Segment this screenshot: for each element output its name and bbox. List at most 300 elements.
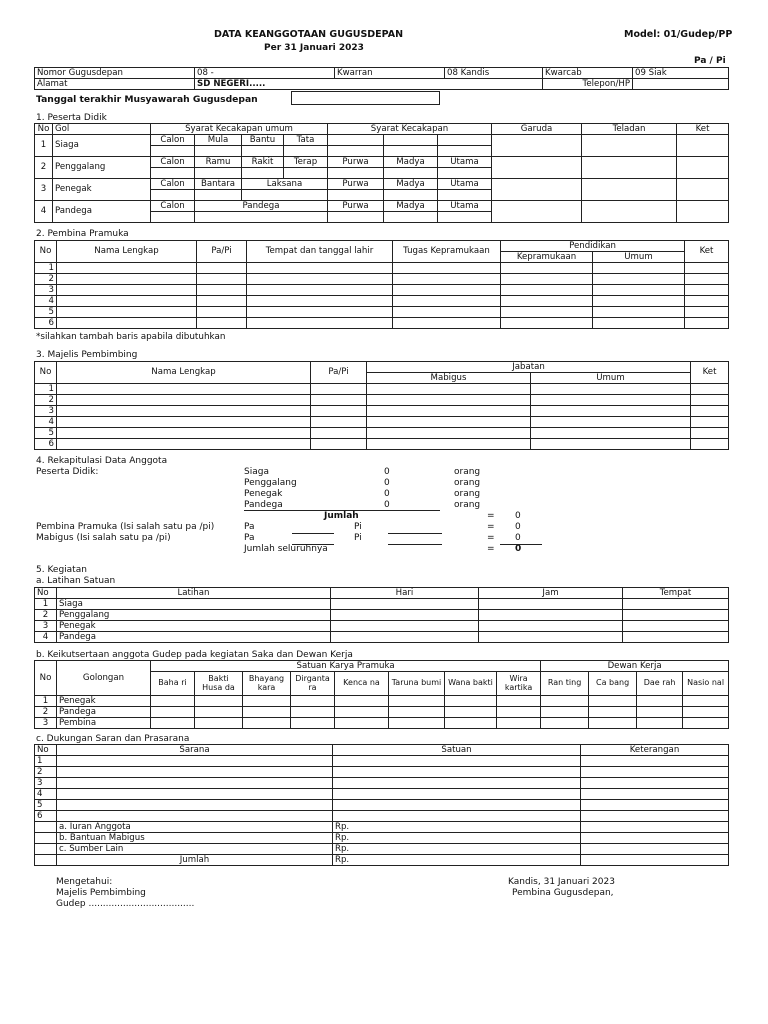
c-cell[interactable] bbox=[333, 800, 581, 811]
kwarran-value: 08 Kandis bbox=[445, 68, 543, 79]
s2-cell[interactable] bbox=[393, 307, 501, 318]
s3-cell[interactable] bbox=[311, 428, 367, 439]
b-cell[interactable] bbox=[195, 718, 243, 729]
s2-cell[interactable] bbox=[501, 296, 593, 307]
s2-cell[interactable] bbox=[57, 274, 197, 285]
b-cell[interactable] bbox=[291, 707, 335, 718]
s1-count-cell[interactable] bbox=[328, 190, 384, 201]
s2-h-papi: Pa/Pi bbox=[197, 241, 247, 263]
s2-cell[interactable] bbox=[593, 285, 685, 296]
s1-level-label: Purwa bbox=[328, 201, 384, 212]
s2-cell[interactable] bbox=[685, 318, 729, 329]
recap-item-name: Siaga bbox=[244, 467, 269, 477]
latihan-row-name: Penggalang bbox=[57, 610, 331, 621]
b-row-no: 3 bbox=[35, 718, 57, 729]
s1-count-cell[interactable] bbox=[384, 190, 438, 201]
s2-cell[interactable] bbox=[197, 263, 247, 274]
b-cell[interactable] bbox=[637, 696, 683, 707]
s3-h-ket: Ket bbox=[691, 362, 729, 384]
peserta-didik-table bbox=[34, 123, 729, 223]
s2-cell[interactable] bbox=[393, 263, 501, 274]
s1-count-cell[interactable] bbox=[195, 190, 242, 201]
s2-cell[interactable] bbox=[197, 285, 247, 296]
s1-count-cell[interactable] bbox=[284, 146, 328, 157]
keikutsertaan-table bbox=[34, 660, 729, 729]
b-cell[interactable] bbox=[497, 696, 541, 707]
s3-cell[interactable] bbox=[531, 406, 691, 417]
b-cell[interactable] bbox=[637, 707, 683, 718]
fund-label: b. Bantuan Mabigus bbox=[57, 833, 333, 844]
fund-label: c. Sumber Lain bbox=[57, 844, 333, 855]
s1-count-cell[interactable] bbox=[151, 146, 195, 157]
latihan-table bbox=[34, 587, 729, 643]
c-cell[interactable] bbox=[333, 767, 581, 778]
s1-h-teladan: Teladan bbox=[582, 124, 677, 135]
s1-ket-cell[interactable] bbox=[677, 179, 729, 201]
b-cell[interactable] bbox=[291, 696, 335, 707]
latihan-cell[interactable] bbox=[479, 621, 623, 632]
s2-cell[interactable] bbox=[57, 318, 197, 329]
s1-count-cell[interactable] bbox=[151, 212, 195, 223]
recap-item-name: Penggalang bbox=[244, 478, 297, 488]
s3-cell[interactable] bbox=[367, 384, 531, 395]
b-cell[interactable] bbox=[589, 707, 637, 718]
s2-cell[interactable] bbox=[501, 274, 593, 285]
latihan-row-no: 1 bbox=[35, 599, 57, 610]
b-cell[interactable] bbox=[445, 696, 497, 707]
b-row-name: Pembina bbox=[57, 718, 151, 729]
s1-level-label: Terap bbox=[284, 157, 328, 168]
c-cell[interactable] bbox=[57, 789, 333, 800]
saka-header: Dirganta ra bbox=[291, 672, 335, 696]
b-cell[interactable] bbox=[589, 696, 637, 707]
s2-h-tugas: Tugas Kepramukaan bbox=[393, 241, 501, 263]
s2-cell[interactable] bbox=[247, 263, 393, 274]
c-cell[interactable] bbox=[581, 767, 729, 778]
s2-row-no: 5 bbox=[35, 307, 57, 318]
s1-count-cell[interactable] bbox=[151, 168, 195, 179]
s3-cell[interactable] bbox=[311, 395, 367, 406]
s2-cell[interactable] bbox=[393, 296, 501, 307]
b-cell[interactable] bbox=[683, 718, 729, 729]
s2-cell[interactable] bbox=[501, 307, 593, 318]
kwarcab-label: Kwarcab bbox=[543, 68, 633, 79]
dewan-header: Nasio nal bbox=[683, 672, 729, 696]
s2-h-ket: Ket bbox=[685, 241, 729, 263]
c-cell[interactable] bbox=[333, 789, 581, 800]
saka-header: Wira kartika bbox=[497, 672, 541, 696]
s3-cell[interactable] bbox=[691, 428, 729, 439]
s1-teladan-cell[interactable] bbox=[582, 157, 677, 179]
s2-cell[interactable] bbox=[593, 274, 685, 285]
latihan-row-no: 3 bbox=[35, 621, 57, 632]
s3-cell[interactable] bbox=[311, 417, 367, 428]
c-cell[interactable] bbox=[581, 778, 729, 789]
s3-row-no: 4 bbox=[35, 417, 57, 428]
b-h-no: No bbox=[35, 661, 57, 696]
s1-count-cell[interactable] bbox=[384, 168, 438, 179]
s3-cell[interactable] bbox=[367, 395, 531, 406]
s1-ket-cell[interactable] bbox=[677, 157, 729, 179]
s3-cell[interactable] bbox=[57, 406, 311, 417]
telepon-value[interactable] bbox=[633, 79, 729, 90]
footer-mengetahui: Mengetahui: bbox=[56, 877, 113, 887]
s2-h-pendidikan: Pendidikan bbox=[501, 241, 685, 252]
s3-h-papi: Pa/Pi bbox=[311, 362, 367, 384]
s1-level-label: Pandega bbox=[195, 201, 328, 212]
latihan-h-no: No bbox=[35, 588, 57, 599]
b-cell[interactable] bbox=[683, 707, 729, 718]
s2-cell[interactable] bbox=[593, 296, 685, 307]
section-3-title: 3. Majelis Pembimbing bbox=[36, 350, 138, 360]
b-cell[interactable] bbox=[243, 718, 291, 729]
b-cell[interactable] bbox=[335, 696, 389, 707]
b-cell[interactable] bbox=[151, 718, 195, 729]
s3-cell[interactable] bbox=[691, 384, 729, 395]
s3-row-no: 2 bbox=[35, 395, 57, 406]
s1-level-label: Utama bbox=[438, 179, 492, 190]
s2-h-umum: Umum bbox=[593, 252, 685, 263]
s1-level-label: Laksana bbox=[242, 179, 328, 190]
latihan-row-name: Pandega bbox=[57, 632, 331, 643]
s3-h-jabatan: Jabatan bbox=[367, 362, 691, 373]
s1-garuda-cell[interactable] bbox=[492, 157, 582, 179]
s3-cell[interactable] bbox=[691, 417, 729, 428]
c-row-no: 5 bbox=[35, 800, 57, 811]
c-cell[interactable] bbox=[581, 811, 729, 822]
saka-header: Wana bakti bbox=[445, 672, 497, 696]
s1-row-no: 3 bbox=[35, 179, 53, 201]
s1-h-garuda: Garuda bbox=[492, 124, 582, 135]
s1-count-cell[interactable] bbox=[284, 168, 328, 179]
b-cell[interactable] bbox=[195, 707, 243, 718]
b-cell[interactable] bbox=[541, 718, 589, 729]
c-cell[interactable] bbox=[57, 811, 333, 822]
s2-cell[interactable] bbox=[393, 285, 501, 296]
b-row-no: 2 bbox=[35, 707, 57, 718]
s2-cell[interactable] bbox=[247, 274, 393, 285]
s1-count-cell[interactable] bbox=[242, 146, 284, 157]
recap-item-value: 0 bbox=[384, 489, 390, 499]
s1-h-gol: Gol bbox=[53, 124, 151, 135]
s1-level-label: Calon bbox=[151, 179, 195, 190]
fund-jumlah-rp[interactable]: Rp. bbox=[333, 855, 581, 866]
s2-cell[interactable] bbox=[593, 318, 685, 329]
s3-cell[interactable] bbox=[367, 439, 531, 450]
latihan-cell[interactable] bbox=[331, 621, 479, 632]
b-cell[interactable] bbox=[151, 696, 195, 707]
b-cell[interactable] bbox=[541, 707, 589, 718]
mabigus-pi-field[interactable] bbox=[388, 544, 442, 545]
s1-garuda-cell[interactable] bbox=[492, 201, 582, 223]
alamat-value: SD NEGERI..... bbox=[195, 79, 543, 90]
mabigus-recap-label: Mabigus (Isi salah satu pa /pi) bbox=[36, 533, 171, 543]
s2-h-no: No bbox=[35, 241, 57, 263]
page-title: DATA KEANGGOTAAN GUGUSDEPAN bbox=[214, 29, 404, 40]
s3-cell[interactable] bbox=[367, 428, 531, 439]
s1-level-label: Madya bbox=[384, 201, 438, 212]
latihan-cell[interactable] bbox=[623, 621, 729, 632]
c-cell[interactable] bbox=[581, 756, 729, 767]
s3-cell[interactable] bbox=[57, 417, 311, 428]
s2-cell[interactable] bbox=[501, 285, 593, 296]
s2-cell[interactable] bbox=[247, 296, 393, 307]
s1-level-label: Madya bbox=[384, 179, 438, 190]
s1-count-cell[interactable] bbox=[438, 168, 492, 179]
saka-header: Baha ri bbox=[151, 672, 195, 696]
s3-row-no: 5 bbox=[35, 428, 57, 439]
latihan-cell[interactable] bbox=[623, 599, 729, 610]
latihan-row-name: Penegak bbox=[57, 621, 331, 632]
seluruh-value: 0 bbox=[515, 544, 522, 554]
s2-cell[interactable] bbox=[57, 285, 197, 296]
s2-cell[interactable] bbox=[247, 285, 393, 296]
b-cell[interactable] bbox=[541, 696, 589, 707]
s3-cell[interactable] bbox=[311, 406, 367, 417]
c-cell[interactable] bbox=[333, 778, 581, 789]
latihan-h-latihan: Latihan bbox=[57, 588, 331, 599]
b-cell[interactable] bbox=[389, 696, 445, 707]
c-cell[interactable] bbox=[57, 778, 333, 789]
fund-rp[interactable]: Rp. bbox=[333, 833, 581, 844]
s2-cell[interactable] bbox=[685, 307, 729, 318]
c-cell[interactable] bbox=[333, 811, 581, 822]
s1-count-cell[interactable] bbox=[328, 212, 384, 223]
c-cell[interactable] bbox=[333, 756, 581, 767]
b-cell[interactable] bbox=[243, 696, 291, 707]
latihan-cell[interactable] bbox=[331, 610, 479, 621]
latihan-row-name: Siaga bbox=[57, 599, 331, 610]
s1-teladan-cell[interactable] bbox=[582, 135, 677, 157]
s1-ket-cell[interactable] bbox=[677, 135, 729, 157]
s1-h-syarat-umum: Syarat Kecakapan umum bbox=[151, 124, 328, 135]
s3-cell[interactable] bbox=[691, 406, 729, 417]
b-row-name: Pandega bbox=[57, 707, 151, 718]
b-h-dewan: Dewan Kerja bbox=[541, 661, 729, 672]
pembina-pa-field[interactable] bbox=[292, 533, 334, 534]
seluruh-eq: = bbox=[487, 544, 495, 554]
s3-cell[interactable] bbox=[531, 439, 691, 450]
s2-cell[interactable] bbox=[685, 285, 729, 296]
latihan-cell[interactable] bbox=[479, 632, 623, 643]
s1-h-ket: Ket bbox=[677, 124, 729, 135]
s2-cell[interactable] bbox=[685, 296, 729, 307]
b-cell[interactable] bbox=[637, 718, 683, 729]
s2-cell[interactable] bbox=[247, 307, 393, 318]
s1-count-cell[interactable] bbox=[438, 190, 492, 201]
recap-item-unit: orang bbox=[454, 478, 481, 488]
s1-count-cell[interactable] bbox=[242, 190, 328, 201]
s1-teladan-cell[interactable] bbox=[582, 201, 677, 223]
s1-ket-cell[interactable] bbox=[677, 201, 729, 223]
s3-cell[interactable] bbox=[691, 395, 729, 406]
fund-rp[interactable]: Rp. bbox=[333, 822, 581, 833]
s1-level-label: Ramu bbox=[195, 157, 242, 168]
s1-garuda-cell[interactable] bbox=[492, 135, 582, 157]
s3-cell[interactable] bbox=[311, 439, 367, 450]
b-cell[interactable] bbox=[589, 718, 637, 729]
s1-level-label: Bantara bbox=[195, 179, 242, 190]
s3-cell[interactable] bbox=[531, 417, 691, 428]
s1-level-label: Purwa bbox=[328, 157, 384, 168]
s1-row-no: 2 bbox=[35, 157, 53, 179]
saka-header: Bakti Husa da bbox=[195, 672, 243, 696]
b-h-saka: Satuan Karya Pramuka bbox=[151, 661, 541, 672]
s2-cell[interactable] bbox=[197, 307, 247, 318]
s1-teladan-cell[interactable] bbox=[582, 179, 677, 201]
s3-cell[interactable] bbox=[691, 439, 729, 450]
recap-item-unit: orang bbox=[454, 500, 481, 510]
s3-cell[interactable] bbox=[57, 384, 311, 395]
model-code: Model: 01/Gudep/PP bbox=[624, 29, 733, 40]
s2-cell[interactable] bbox=[57, 263, 197, 274]
c-row-no: 1 bbox=[35, 756, 57, 767]
s2-cell[interactable] bbox=[685, 263, 729, 274]
b-row-name: Penegak bbox=[57, 696, 151, 707]
b-cell[interactable] bbox=[497, 718, 541, 729]
s2-cell[interactable] bbox=[501, 263, 593, 274]
keikutsertaan-title: b. Keikutsertaan anggota Gudep pada kegiatan Saka dan Dewan Kerja bbox=[36, 650, 353, 660]
c-h-no: No bbox=[35, 745, 57, 756]
b-cell[interactable] bbox=[389, 707, 445, 718]
s3-row-no: 1 bbox=[35, 384, 57, 395]
b-cell[interactable] bbox=[151, 707, 195, 718]
s3-cell[interactable] bbox=[57, 439, 311, 450]
s3-cell[interactable] bbox=[531, 384, 691, 395]
b-cell[interactable] bbox=[683, 696, 729, 707]
s2-cell[interactable] bbox=[393, 318, 501, 329]
s3-row-no: 6 bbox=[35, 439, 57, 450]
s2-cell[interactable] bbox=[247, 318, 393, 329]
s3-cell[interactable] bbox=[57, 428, 311, 439]
fund-rp[interactable]: Rp. bbox=[333, 844, 581, 855]
c-cell[interactable] bbox=[581, 800, 729, 811]
latihan-cell[interactable] bbox=[479, 610, 623, 621]
b-cell[interactable] bbox=[445, 707, 497, 718]
latihan-cell[interactable] bbox=[479, 599, 623, 610]
s2-h-nama: Nama Lengkap bbox=[57, 241, 197, 263]
s1-count-cell[interactable] bbox=[151, 190, 195, 201]
footer-majelis: Majelis Pembimbing bbox=[56, 888, 146, 898]
s2-cell[interactable] bbox=[393, 274, 501, 285]
s2-cell[interactable] bbox=[685, 274, 729, 285]
footer-place-date: Kandis, 31 Januari 2023 bbox=[508, 877, 615, 887]
latihan-row-no: 2 bbox=[35, 610, 57, 621]
section-4-title: 4. Rekapitulasi Data Anggota bbox=[36, 456, 168, 466]
s1-row-gol: Penggalang bbox=[53, 157, 151, 179]
s1-level-label: Utama bbox=[438, 201, 492, 212]
kwarran-label: Kwarran bbox=[335, 68, 445, 79]
b-cell[interactable] bbox=[195, 696, 243, 707]
s1-count-cell[interactable] bbox=[384, 212, 438, 223]
s2-row-no: 4 bbox=[35, 296, 57, 307]
majelis-table bbox=[34, 361, 729, 450]
pembina-eq: = bbox=[487, 522, 495, 532]
kwarcab-value: 09 Siak bbox=[633, 68, 729, 79]
latihan-title: a. Latihan Satuan bbox=[36, 576, 116, 586]
s2-cell[interactable] bbox=[593, 307, 685, 318]
b-cell[interactable] bbox=[335, 718, 389, 729]
latihan-cell[interactable] bbox=[331, 599, 479, 610]
s2-cell[interactable] bbox=[197, 318, 247, 329]
section-1-title: 1. Peserta Didik bbox=[36, 113, 107, 123]
c-cell[interactable] bbox=[57, 756, 333, 767]
saka-header: Kenca na bbox=[335, 672, 389, 696]
section-5-title: 5. Kegiatan bbox=[36, 565, 87, 575]
s1-level-label: Mula bbox=[195, 135, 242, 146]
nomor-value: 08 - bbox=[195, 68, 335, 79]
dewan-header: Ca bang bbox=[589, 672, 637, 696]
s1-count-cell[interactable] bbox=[195, 212, 328, 223]
musyawarah-date-field[interactable] bbox=[291, 91, 440, 105]
nomor-label: Nomor Gugusdepan bbox=[35, 68, 195, 79]
recap-item-name: Penegak bbox=[244, 489, 283, 499]
latihan-row-no: 4 bbox=[35, 632, 57, 643]
s3-cell[interactable] bbox=[531, 428, 691, 439]
b-cell[interactable] bbox=[497, 707, 541, 718]
latihan-cell[interactable] bbox=[623, 610, 729, 621]
s3-h-no: No bbox=[35, 362, 57, 384]
s1-count-cell[interactable] bbox=[195, 168, 242, 179]
s1-level-label: Calon bbox=[151, 157, 195, 168]
recap-item-value: 0 bbox=[384, 500, 390, 510]
fund-jumlah-label: Jumlah bbox=[57, 855, 333, 866]
s3-cell[interactable] bbox=[57, 395, 311, 406]
c-cell[interactable] bbox=[57, 767, 333, 778]
s1-garuda-cell[interactable] bbox=[492, 179, 582, 201]
s1-count-cell[interactable] bbox=[195, 146, 242, 157]
s2-cell[interactable] bbox=[57, 307, 197, 318]
s1-count-cell[interactable] bbox=[328, 168, 384, 179]
b-h-golongan: Golongan bbox=[57, 661, 151, 696]
peserta-didik-label: Peserta Didik: bbox=[36, 467, 99, 477]
s2-h-ttl: Tempat dan tanggal lahir bbox=[247, 241, 393, 263]
page-subtitle: Per 31 Januari 2023 bbox=[264, 43, 364, 53]
b-cell[interactable] bbox=[291, 718, 335, 729]
s2-cell[interactable] bbox=[197, 296, 247, 307]
s3-h-mabigus: Mabigus bbox=[367, 373, 531, 384]
b-cell[interactable] bbox=[335, 707, 389, 718]
s2-row-no: 3 bbox=[35, 285, 57, 296]
latihan-cell[interactable] bbox=[331, 632, 479, 643]
s3-cell[interactable] bbox=[367, 417, 531, 428]
dukungan-table bbox=[34, 744, 729, 866]
latihan-cell[interactable] bbox=[623, 632, 729, 643]
s1-row-gol: Siaga bbox=[53, 135, 151, 157]
s3-cell[interactable] bbox=[531, 395, 691, 406]
mabigus-pa-label: Pa bbox=[244, 533, 255, 543]
b-cell[interactable] bbox=[445, 718, 497, 729]
s1-count-cell[interactable] bbox=[242, 168, 284, 179]
c-cell[interactable] bbox=[581, 789, 729, 800]
s3-cell[interactable] bbox=[311, 384, 367, 395]
footer-pembina: Pembina Gugusdepan, bbox=[512, 888, 614, 898]
s2-row-no: 2 bbox=[35, 274, 57, 285]
s2-cell[interactable] bbox=[501, 318, 593, 329]
b-cell[interactable] bbox=[243, 707, 291, 718]
s3-cell[interactable] bbox=[367, 406, 531, 417]
b-cell[interactable] bbox=[389, 718, 445, 729]
s2-cell[interactable] bbox=[57, 296, 197, 307]
c-cell[interactable] bbox=[57, 800, 333, 811]
s1-count-cell[interactable] bbox=[438, 212, 492, 223]
s3-h-umum: Umum bbox=[531, 373, 691, 384]
s1-row-gol: Penegak bbox=[53, 179, 151, 201]
pembina-pi-field[interactable] bbox=[388, 533, 442, 534]
s2-cell[interactable] bbox=[593, 263, 685, 274]
s2-cell[interactable] bbox=[197, 274, 247, 285]
mabigus-eq: = bbox=[487, 533, 495, 543]
